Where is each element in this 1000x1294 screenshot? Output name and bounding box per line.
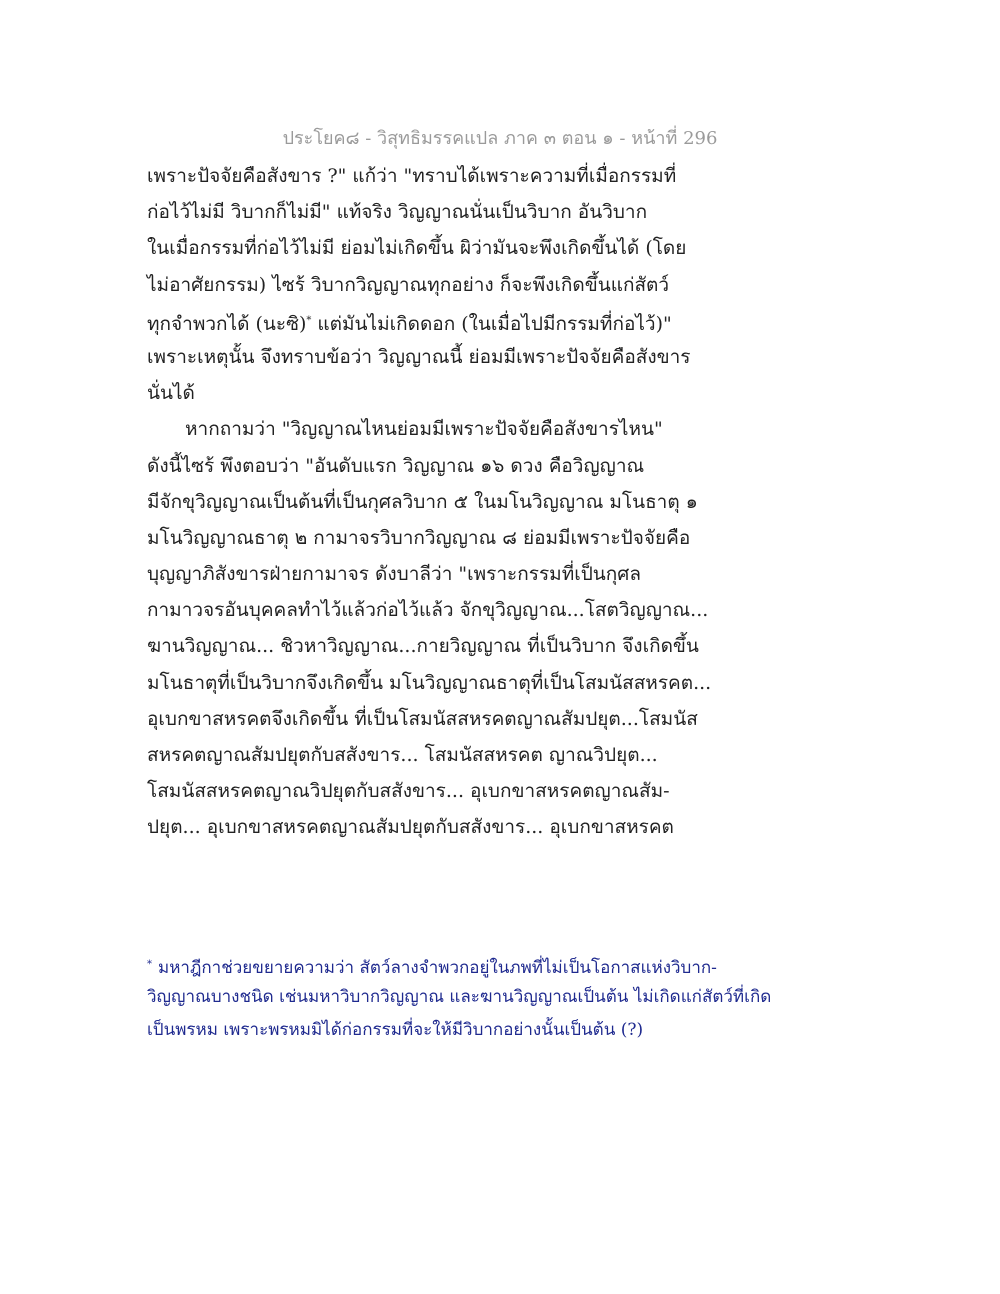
text-line: มโนวิญญาณธาตุ ๒ กามาจรวิบากวิญญาณ ๘ ย่อมมีเพราะปัจจัยคือ: [147, 526, 691, 549]
text-line: ในเมื่อกรรมที่ก่อไว้ไม่มี ย่อมไม่เกิดขึ้น ผิว่ามันจะพึงเกิดขึ้นได้ (โดย: [147, 237, 687, 260]
footnote-block: [147, 948, 867, 1047]
text-line: นั่นได้: [147, 382, 195, 405]
text-line: กามาวจรอันบุคคลทำไว้แล้วก่อไว้แล้ว จักขุวิญญาณ...โสตวิญญาณ...: [147, 599, 709, 622]
main-text: [147, 158, 867, 846]
text-line: มีจักขุวิญญาณเป็นต้นที่เป็นกุศลวิบาก ๕ ในมโนวิญญาณ มโนธาตุ ๑: [147, 490, 698, 513]
text-line: ปยุต... อุเบกขาสหรคตญาณสัมปยุตกับสสังขาร... อุเบกขาสหรคต: [147, 816, 674, 839]
text-line: เพราะปัจจัยคือสังขาร ?" แก้ว่า "ทราบได้เพราะความที่เมื่อกรรมที่: [147, 165, 677, 187]
footnote-line: เป็นพรหม เพราะพรหมมิได้ก่อกรรมที่จะให้มีวิบากอย่างนั้นเป็นต้น (?): [147, 1020, 644, 1040]
footnote-reference-mark: *: [306, 314, 312, 326]
text-line: ก่อไว้ไม่มี วิบากก็ไม่มี" แท้จริง วิญญาณนั่นเป็นวิบาก อันวิบาก: [147, 201, 648, 224]
footnote-text: มหาฎีกาช่วยขยายความว่า สัตว์ลางจำพวกอยู่ในภพที่ไม่เป็นโอกาสแห่งวิบาก-: [158, 958, 717, 978]
text-line: ดังนี้ไซร้ พึงตอบว่า "อันดับแรก วิญญาณ ๑๖ ดวง คือวิญญาณ: [147, 454, 645, 477]
running-header: ประโยค๘ - วิสุทธิมรรคแปล ภาค ๓ ตอน ๑ - หน้าที่ 296: [282, 128, 718, 149]
text-line: เพราะเหตุนั้น จึงทราบข้อว่า วิญญาณนี้ ย่อมมีเพราะปัจจัยคือสังขาร: [147, 345, 691, 368]
text-line: มโนธาตุที่เป็นวิบากจึงเกิดขึ้น มโนวิญญาณธาตุที่เป็นโสมนัสสหรคต...: [147, 671, 712, 694]
text-line: บุญญาภิสังขารฝ่ายกามาจร ดังบาลีว่า "เพราะกรรมที่เป็นกุศล: [147, 563, 641, 586]
text-line: อุเบกขาสหรคตจึงเกิดขึ้น ที่เป็นโสมนัสสหรคตญาณสัมปยุต...โสมนัส: [147, 707, 698, 730]
text-line: โสมนัสสหรคตญาณวิปยุตกับสสังขาร... อุเบกขาสหรคตญาณสัม-: [147, 780, 670, 803]
footnote-line: [147, 948, 867, 981]
text-line: ไม่อาศัยกรรม) ไซร้ วิบากวิญญาณทุกอย่าง ก็จะพึงเกิดขึ้นแก่สัตว์: [147, 273, 670, 296]
text-segment: ทุกจำพวกได้ (นะซิ): [147, 312, 307, 335]
text-segment: แต่มันไม่เกิดดอก (ในเมื่อไปมีกรรมที่ก่อไว้)": [311, 312, 672, 335]
text-line: สหรคตญาณสัมปยุตกับสสังขาร... โสมนัสสหรคต ญาณวิปยุต...: [147, 744, 658, 766]
paragraph-start-line: หากถามว่า "วิญญาณไหนย่อมมีเพราะปัจจัยคือสังขารไหน": [185, 418, 663, 441]
footnote-line: วิญญาณบางชนิด เช่นมหาวิบากวิญญาณ และฆานวิญญาณเป็นต้น ไม่เกิดแก่สัตว์ที่เกิด: [147, 987, 772, 1007]
text-line-with-footnote-ref: [147, 303, 867, 339]
footnote-mark: *: [147, 959, 152, 970]
text-line: ฆานวิญญาณ... ชิวหาวิญญาณ...กายวิญญาณ ที่เป็นวิบาก จึงเกิดขึ้น: [147, 635, 699, 658]
